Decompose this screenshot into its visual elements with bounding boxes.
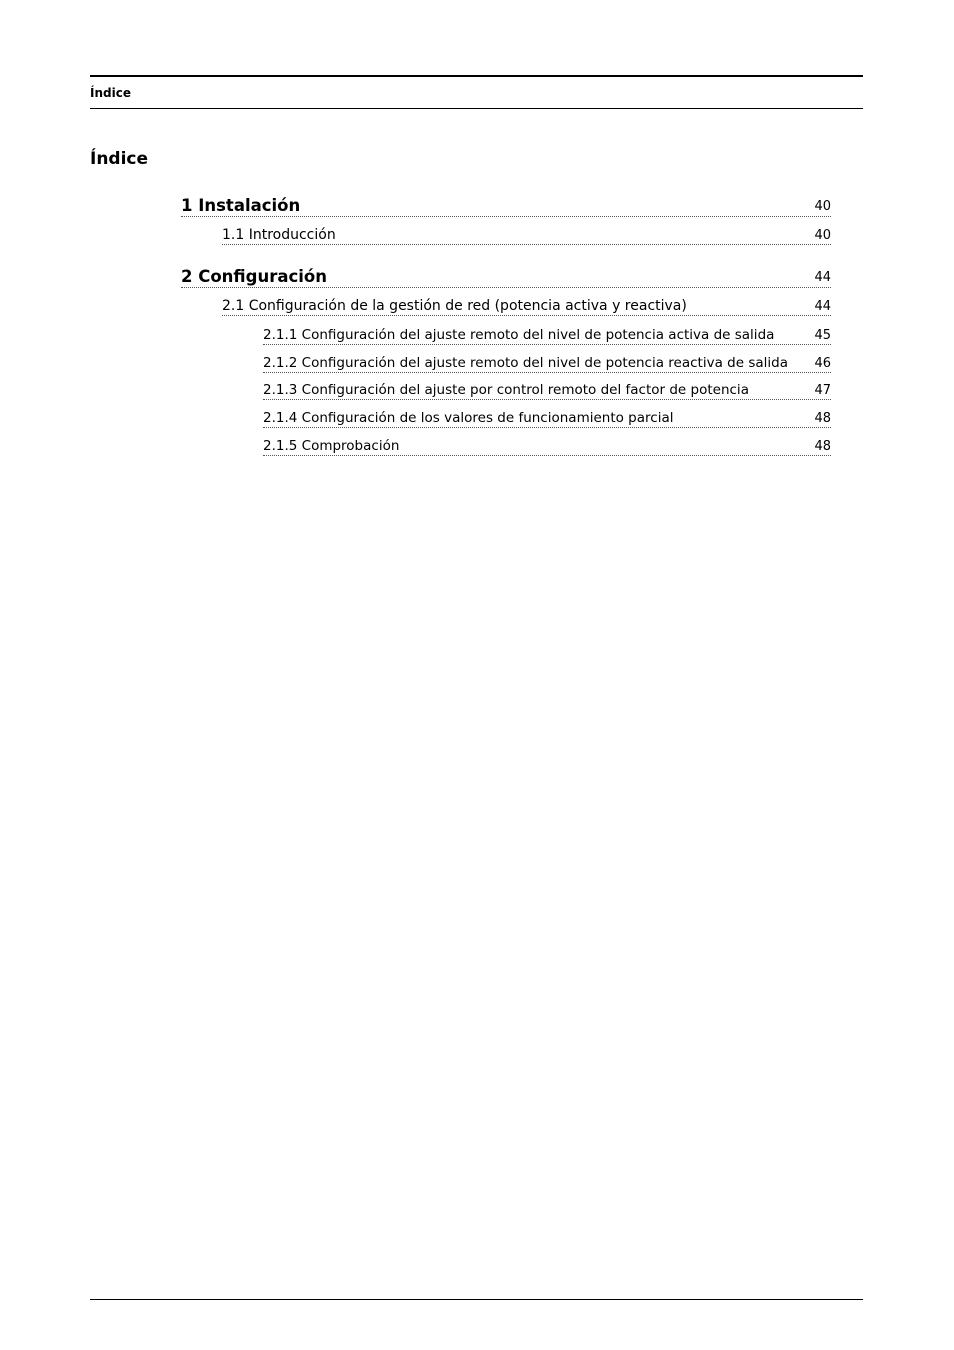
toc-entry-title: 1 Instalación xyxy=(181,196,301,215)
toc-entry-page: 47 xyxy=(814,383,831,398)
running-header: Índice xyxy=(90,86,131,100)
toc-entry-title: 2.1.4 Configuración de los valores de funcionamiento parcial xyxy=(263,410,674,426)
header-bottom-rule xyxy=(90,108,863,109)
toc-entry-page: 44 xyxy=(814,299,831,314)
toc-entry-section-2-1-3[interactable] xyxy=(263,378,831,400)
toc-entry-page: 48 xyxy=(814,411,831,426)
toc-entry-title: 2.1 Configuración de la gestión de red (potencia activa y reactiva) xyxy=(222,298,687,314)
header-top-rule xyxy=(90,75,863,77)
toc-entry-section-2-1-2[interactable] xyxy=(263,351,831,373)
toc-entry-chapter-1[interactable] xyxy=(181,191,831,217)
toc-entry-section-2-1[interactable] xyxy=(222,294,831,316)
toc-entry-title: 1.1 Introducción xyxy=(222,227,336,243)
toc-entry-title: 2 Configuración xyxy=(181,267,327,286)
toc-entry-title: 2.1.1 Configuración del ajuste remoto del nivel de potencia activa de salida xyxy=(263,327,775,343)
page-title: Índice xyxy=(90,149,149,169)
toc-entry-page: 46 xyxy=(814,356,831,371)
toc-entry-page: 40 xyxy=(814,228,831,243)
footer-rule xyxy=(90,1299,863,1300)
toc-entry-title: 2.1.3 Configuración del ajuste por control remoto del factor de potencia xyxy=(263,382,749,398)
toc-entry-section-2-1-4[interactable] xyxy=(263,406,831,428)
toc-entry-title: 2.1.5 Comprobación xyxy=(263,438,400,454)
toc-entry-page: 45 xyxy=(814,328,831,343)
toc-entry-page: 40 xyxy=(814,199,831,214)
toc-entry-page: 48 xyxy=(814,439,831,454)
toc-entry-page: 44 xyxy=(814,270,831,285)
toc-entry-section-1-1[interactable] xyxy=(222,223,831,245)
toc-entry-chapter-2[interactable] xyxy=(181,262,831,288)
toc-entry-section-2-1-1[interactable] xyxy=(263,323,831,345)
toc-entry-title: 2.1.2 Configuración del ajuste remoto del nivel de potencia reactiva de salida xyxy=(263,355,788,371)
toc-entry-section-2-1-5[interactable] xyxy=(263,434,831,456)
